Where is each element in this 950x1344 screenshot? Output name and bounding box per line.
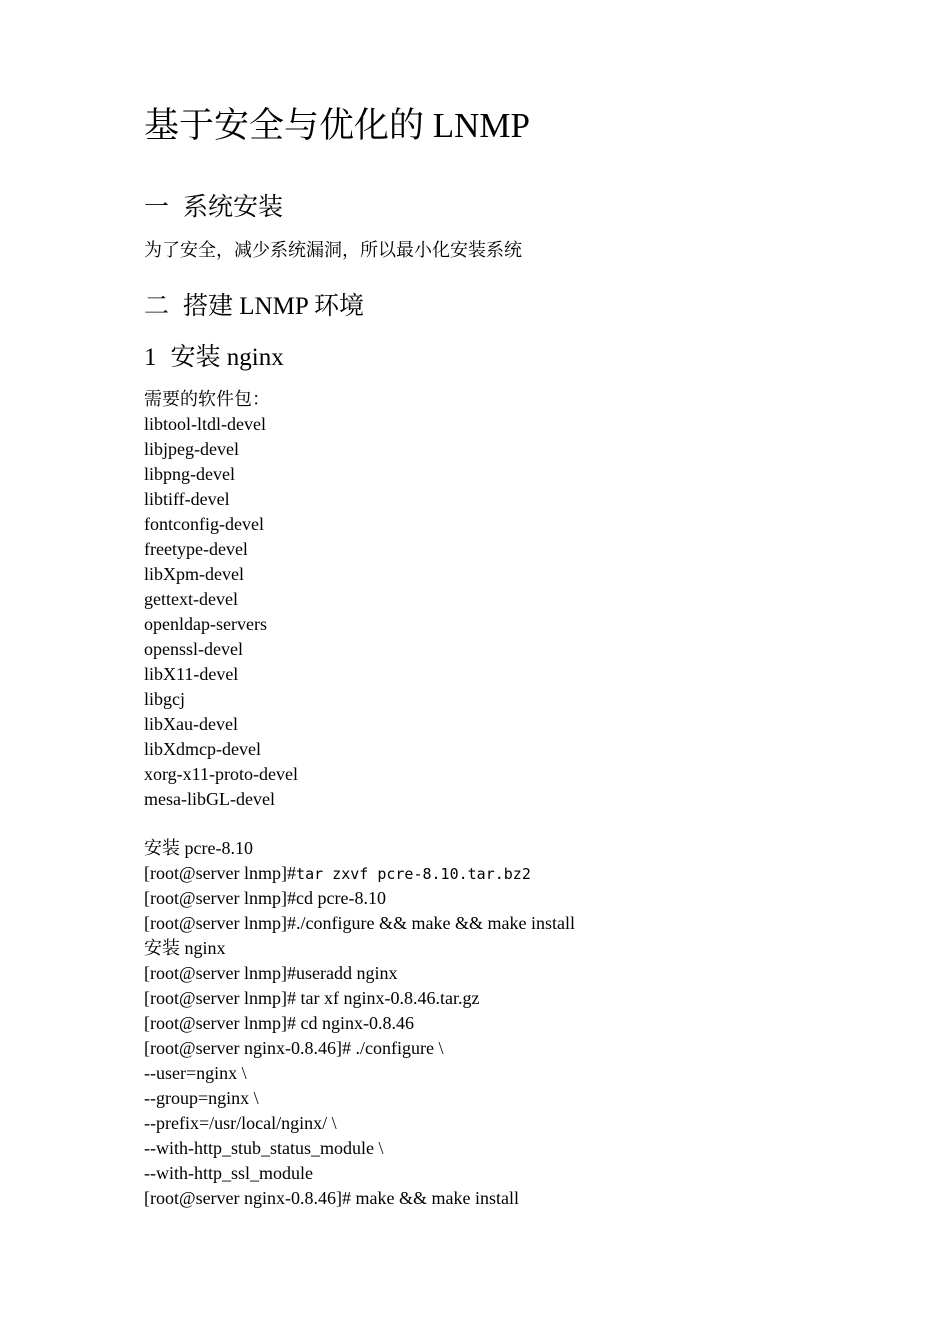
section-number: 一	[144, 194, 170, 221]
command-line: --with-http_ssl_module	[144, 1163, 313, 1183]
command-prompt: [root@server lnmp]#	[144, 863, 297, 883]
package-item: mesa-libGL-devel	[144, 789, 275, 809]
package-item: libgcj	[144, 689, 185, 709]
package-item: libtool-ltdl-devel	[144, 414, 266, 434]
command-code: tar zxvf pcre-8.10.tar.bz2	[296, 865, 531, 883]
package-item: libXpm-devel	[144, 564, 244, 584]
subsection-number: 1	[144, 344, 157, 371]
package-item: libpng-devel	[144, 464, 235, 484]
section-number: 二	[144, 293, 170, 320]
command-line: --prefix=/usr/local/nginx/ \	[144, 1113, 337, 1133]
package-item: gettext-devel	[144, 589, 238, 609]
command-line: [root@server lnmp]#useradd nginx	[144, 963, 398, 983]
section-title: 系统安装	[183, 194, 284, 221]
package-item: libXdmcp-devel	[144, 739, 261, 759]
package-item: openldap-servers	[144, 614, 267, 634]
command-line: --user=nginx \	[144, 1063, 247, 1083]
package-item: xorg-x11-proto-devel	[144, 764, 298, 784]
section-paragraph: 为了安全，减少系统漏洞，所以最小化安装系统	[144, 240, 522, 260]
section-heading-lnmp-env	[144, 291, 364, 323]
package-list	[144, 387, 298, 812]
nginx-install-label: 安装 nginx	[144, 938, 226, 958]
package-item: freetype-devel	[144, 539, 248, 559]
install-commands	[144, 836, 575, 1211]
command-line	[144, 861, 575, 886]
command-line: [root@server nginx-0.8.46]# ./configure \	[144, 1038, 444, 1058]
section-heading-system-install	[144, 192, 283, 224]
command-line: --with-http_stub_status_module \	[144, 1138, 384, 1158]
package-list-label: 需要的软件包：	[144, 389, 270, 409]
command-line: [root@server lnmp]#cd pcre-8.10	[144, 888, 386, 908]
command-line: [root@server lnmp]# tar xf nginx-0.8.46.tar.gz	[144, 988, 480, 1008]
subsection-title: 安装 nginx	[170, 344, 284, 371]
subsection-heading-install-nginx	[144, 342, 284, 374]
package-item: openssl-devel	[144, 639, 243, 659]
package-item: libX11-devel	[144, 664, 239, 684]
command-line: [root@server nginx-0.8.46]# make && make install	[144, 1188, 519, 1208]
package-item: libXau-devel	[144, 714, 238, 734]
pcre-install-label: 安装 pcre-8.10	[144, 838, 253, 858]
package-item: libtiff-devel	[144, 489, 230, 509]
command-line: [root@server lnmp]# cd nginx-0.8.46	[144, 1013, 415, 1033]
document-title: 基于安全与优化的 LNMP	[144, 106, 530, 145]
command-line: [root@server lnmp]#./configure && make && make install	[144, 913, 575, 933]
package-item: fontconfig-devel	[144, 514, 264, 534]
package-item: libjpeg-devel	[144, 439, 239, 459]
command-line: --group=nginx \	[144, 1088, 259, 1108]
section-title: 搭建 LNMP 环境	[183, 293, 365, 320]
